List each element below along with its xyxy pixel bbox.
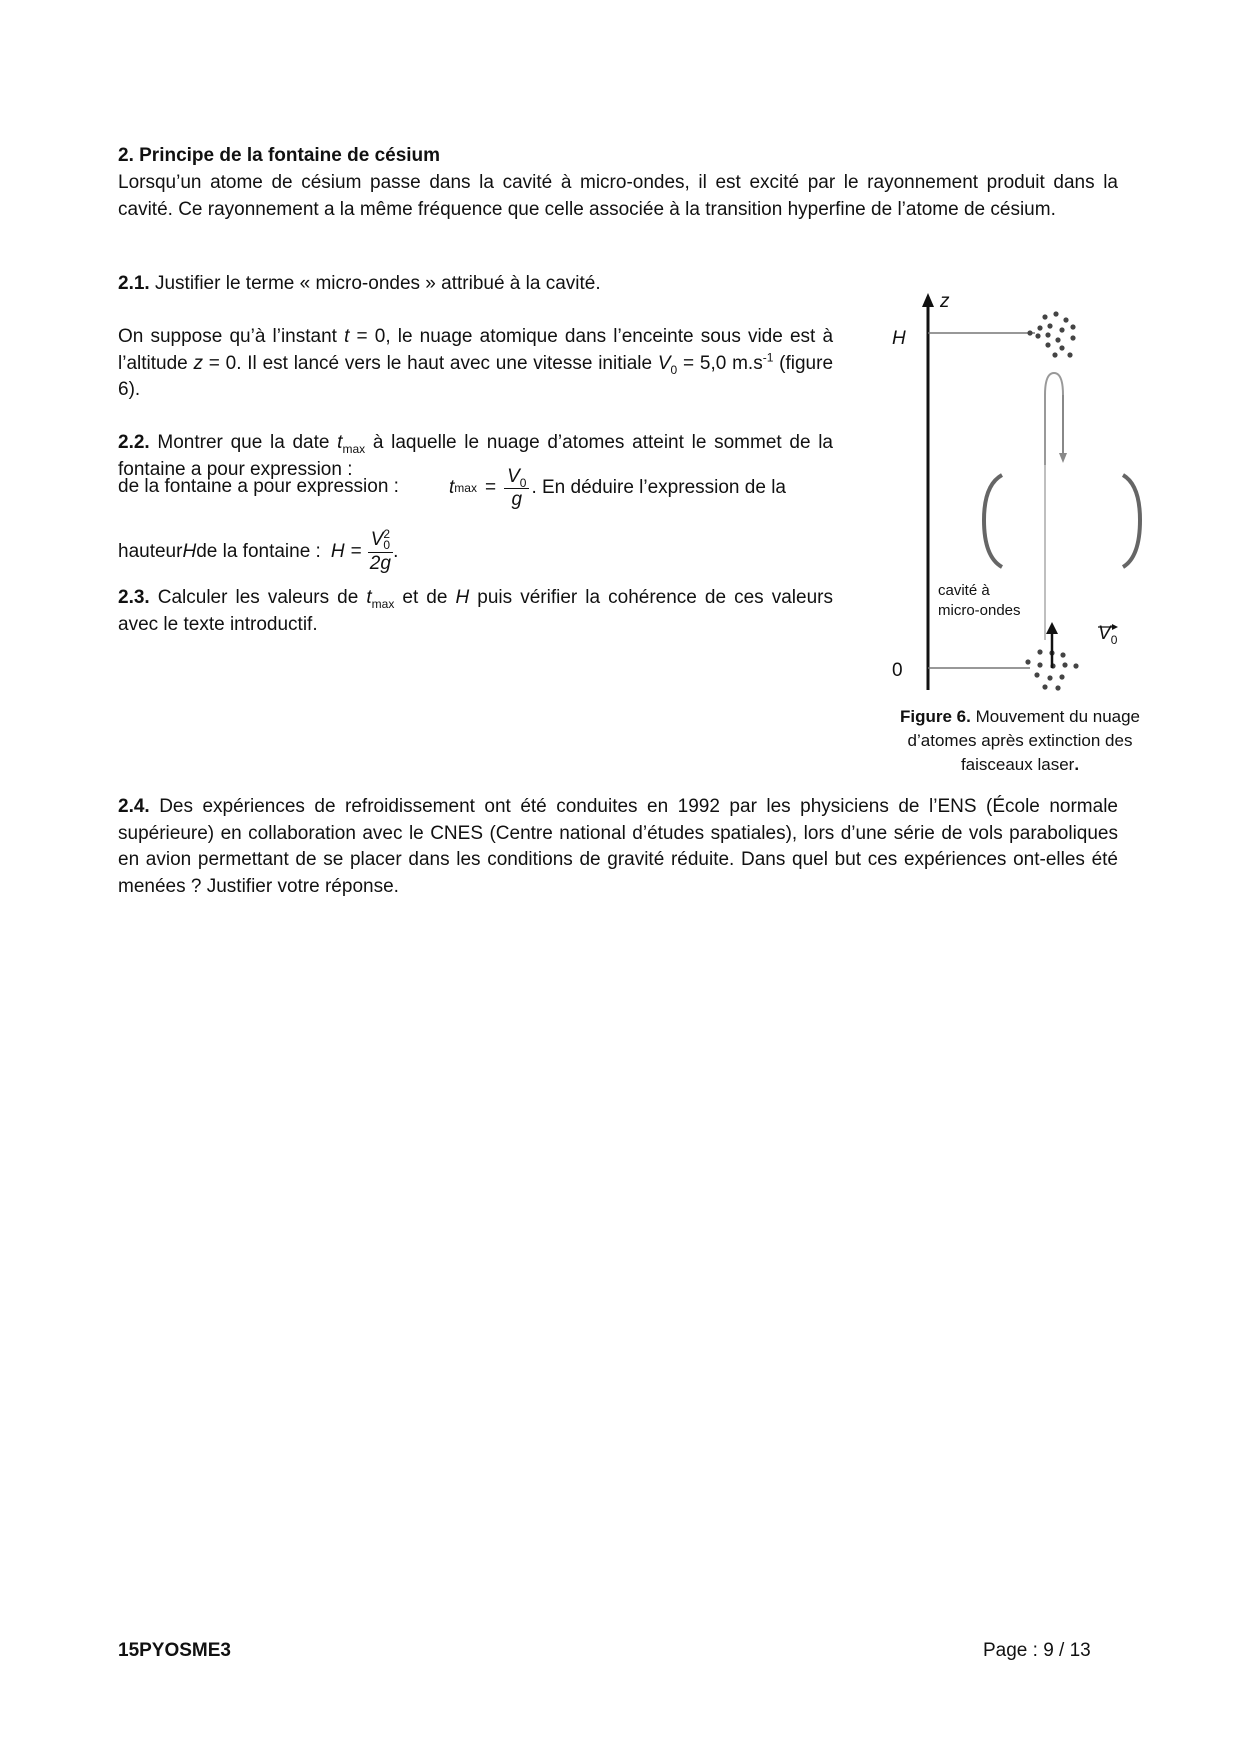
cavity-label-line1: cavité à <box>938 582 990 599</box>
text-run: (figure 6). <box>118 352 834 400</box>
figure-6 <box>880 285 1160 705</box>
subscript: max <box>371 596 395 611</box>
text-run: . <box>393 541 399 562</box>
fraction-denominator: g <box>511 488 523 510</box>
fountain-diagram <box>880 285 1160 705</box>
footer-page-number: Page : 9 / 13 <box>983 1640 1091 1661</box>
text-run: = 0. Il est lancé vers le haut avec une vitesse initiale <box>203 352 658 374</box>
text-run: puis vérifier la cohérence de ces valeurs avec le texte introductif. <box>118 587 833 635</box>
var-v: V <box>657 352 671 374</box>
question-number: 2.1. <box>118 273 150 294</box>
var-h: H <box>182 541 197 562</box>
question-number: 2.2. <box>118 432 150 453</box>
fraction-numerator <box>368 529 393 552</box>
caption-dot: . <box>1074 755 1080 774</box>
text-run: = 0, le nuage atomique dans l’enceinte sous vide est à l’altitude <box>118 326 834 374</box>
hypothesis-paragraph <box>118 324 833 404</box>
question-number: 2.3. <box>118 587 150 608</box>
text-run: de la fontaine : <box>196 541 321 562</box>
num-sub: 0 <box>383 538 391 553</box>
caption-line2: d’atomes après extinction des <box>907 731 1133 750</box>
caption-label: Figure 6. <box>899 707 971 726</box>
intro-paragraph: Lorsqu’un atome de césium passe dans la cavité à micro-ondes, il est excité par le rayonnement produit dans la cavité. Ce rayonnement a la même fréquence que celle associée à la transition hyperfine de l’atome de césium. <box>118 172 1118 220</box>
z-axis-arrow <box>922 293 934 307</box>
axis-label-h: H <box>892 328 906 349</box>
caption-line3 <box>880 753 1160 777</box>
question-text: Des expériences de refroidissement ont été conduites en 1992 par les physiciens de l’ENS (École normale supérieure) en collaboration avec le CNES (Centre national d’études spatiales), lors d’une série de vols paraboliques en avion permettant de se placer dans les conditions de gravité réduite. Dans quel but ces expériences ont-elles été menées ? Justifier votre réponse. <box>118 796 1118 897</box>
num-sub: 0 <box>519 475 527 490</box>
text-run: Calculer les valeurs de <box>149 587 367 608</box>
question-2-3 <box>118 585 833 638</box>
formula-equals: = <box>350 541 362 562</box>
fraction-numerator <box>504 466 529 489</box>
atom-cloud-top <box>1027 311 1075 357</box>
cavity-right-wall <box>1123 475 1140 567</box>
v0-label <box>1098 623 1117 645</box>
caption-line1 <box>880 705 1160 729</box>
num-v: V <box>507 465 520 487</box>
question-number: 2.4. <box>118 796 150 817</box>
figure-caption <box>880 705 1160 777</box>
section-title <box>118 143 1118 170</box>
question-2-1 <box>118 271 838 298</box>
fraction-denominator: 2g <box>369 552 391 574</box>
exponent: -1 <box>762 350 774 365</box>
descending-arrow <box>1059 453 1067 463</box>
var-t: t <box>344 326 350 347</box>
cavity-left-wall <box>984 475 1002 567</box>
axis-label-z: z <box>940 291 950 312</box>
var-t: t <box>337 432 343 453</box>
question-2-2-line2-lead <box>118 474 399 501</box>
caption-text: Mouvement du nuage <box>970 707 1141 726</box>
formula-h-line <box>118 522 398 582</box>
trajectory-path <box>1045 373 1063 465</box>
num-sup: 2 <box>383 527 391 542</box>
v0-arrow-head <box>1046 622 1058 634</box>
axis-label-zero: 0 <box>892 660 903 681</box>
formula-h: H <box>330 541 345 562</box>
caption-text: faisceaux laser <box>960 755 1075 774</box>
formula-equals: = <box>484 477 497 498</box>
text-run: Montrer que la date <box>149 432 338 453</box>
section-title-text: 2. Principe de la fontaine de césium <box>118 145 441 166</box>
v0-label-v: V <box>1098 623 1111 644</box>
cavity-label-line2: micro-ondes <box>938 602 1021 619</box>
question-2-4 <box>118 794 1118 900</box>
text-run: de la fontaine a pour expression : <box>118 476 399 497</box>
text-run: On suppose qu’à l’instant <box>118 326 345 347</box>
subscript: max <box>342 441 366 456</box>
text-run: et de <box>394 587 456 608</box>
num-v: V <box>370 529 384 551</box>
question-text: Justifier le terme « micro-ondes » attribué à la cavité. <box>149 273 601 294</box>
var-z: z <box>193 352 203 374</box>
subscript: 0 <box>670 362 678 377</box>
fraction-v0-over-g <box>504 466 529 511</box>
cavity-label <box>938 581 1021 621</box>
footer-code: 15PYOSME3 <box>118 1640 231 1661</box>
text-run: = 5,0 m.s <box>677 352 763 374</box>
text-run: hauteur <box>118 541 183 562</box>
text-run: à laquelle le nuage d’atomes atteint le sommet de la fontaine a pour expression : <box>118 432 834 480</box>
text-run: . En déduire l’expression de la <box>531 477 786 498</box>
formula-tmax: t max = $\frac{V_0}{g}$ . En déduire l’expression de la <box>449 465 786 510</box>
var-h: H <box>455 587 470 608</box>
var-t: t <box>366 587 372 608</box>
fraction-v0sq-over-2g <box>368 529 393 574</box>
formula-t: t <box>449 477 455 498</box>
v0-label-sub: 0 <box>1110 632 1118 647</box>
